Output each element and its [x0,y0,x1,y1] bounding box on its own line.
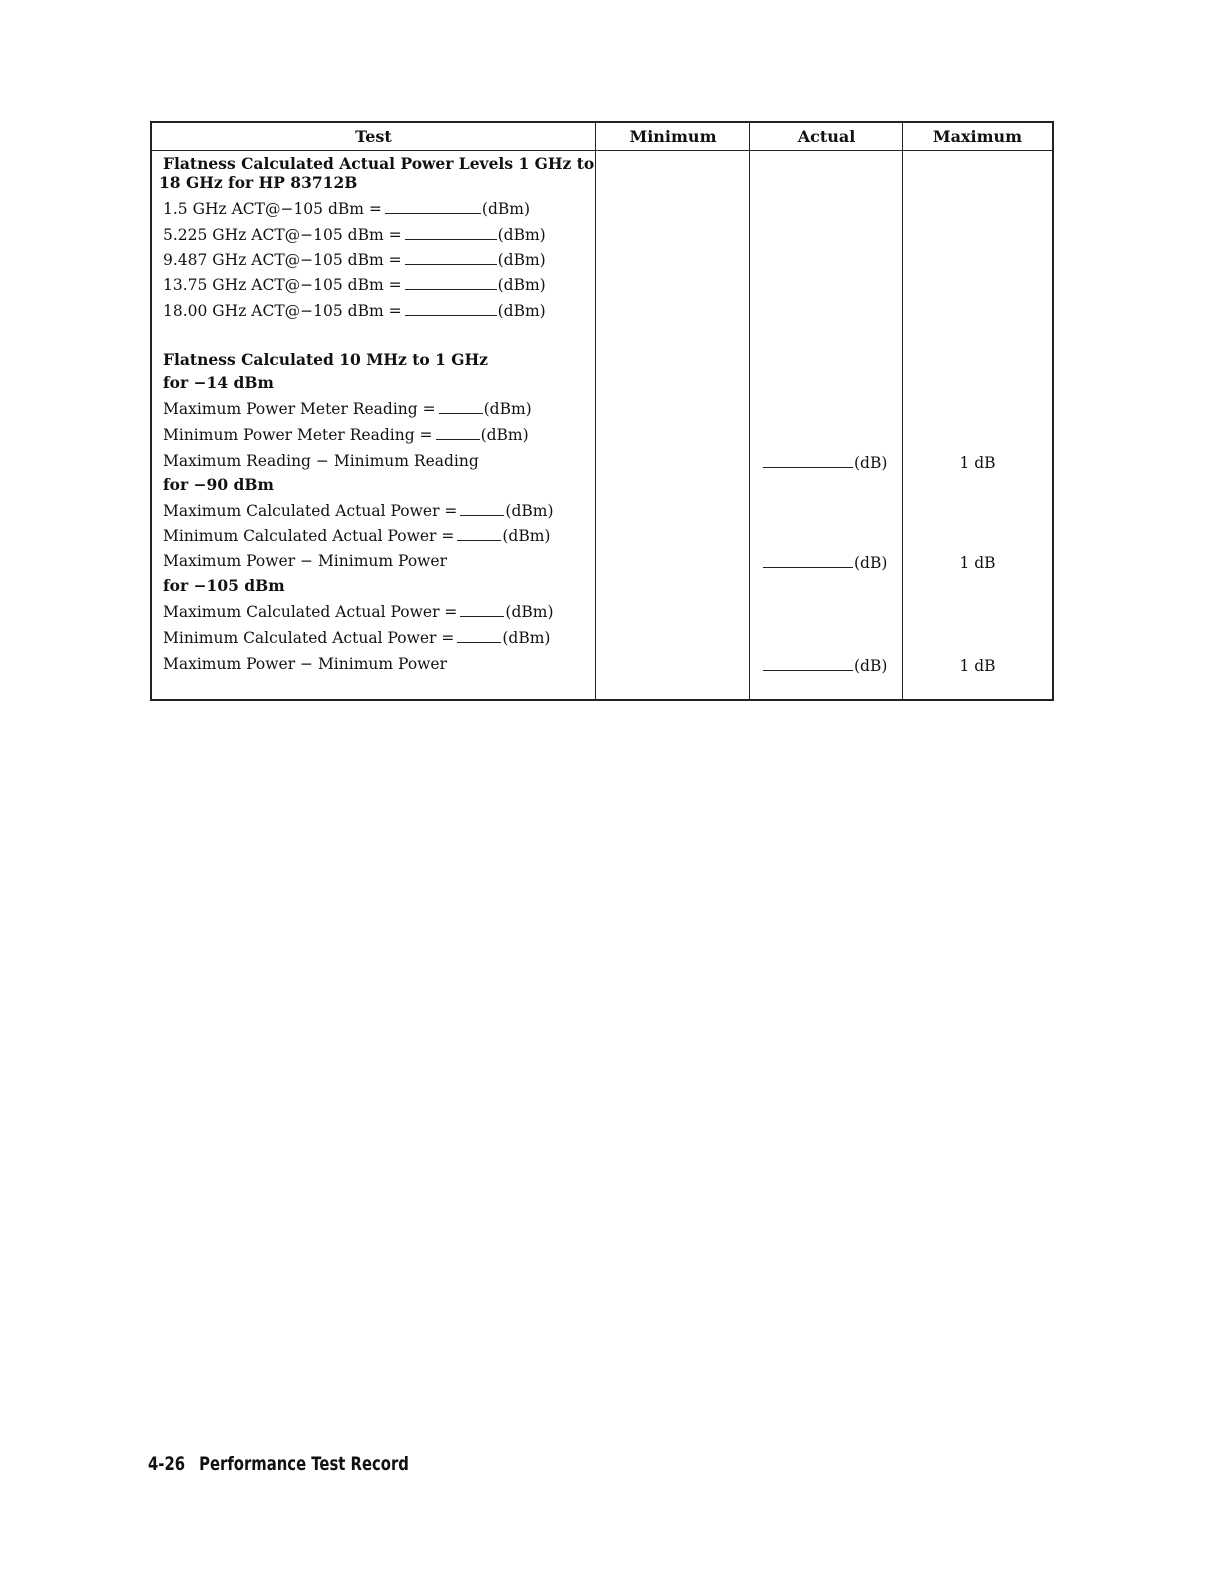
section2-title: Flatness Calculated 10 MHz to 1 GHz [163,350,488,369]
minimum-column [595,123,750,699]
section1-title-line2: 18 GHz for HP 83712B [159,173,358,192]
entry-blank[interactable] [436,427,480,440]
entry-blank[interactable] [405,252,497,265]
entry-blank[interactable] [405,303,497,316]
sub2-row: Minimum Calculated Actual Power = (dBm) [163,527,551,545]
maximum-value: 1 dB [959,454,996,472]
maximum-value: 1 dB [959,657,996,675]
entry-blank[interactable] [385,201,481,214]
sub-heading-105dbm: for −105 dBm [163,576,285,595]
entry-blank[interactable] [457,528,501,541]
sub1-row: Minimum Power Meter Reading = (dBm) [163,426,529,444]
entry-blank[interactable] [460,503,504,516]
sub2-result: Maximum Power − Minimum Power [163,552,447,570]
performance-test-table [150,121,1054,701]
actual-result-105dbm: (dB) [763,657,887,675]
sub-heading-14dbm: for −14 dBm [163,373,274,392]
header-actual: Actual [797,127,856,146]
entry-blank[interactable] [405,227,497,240]
footer-title: Performance Test Record [199,1453,409,1475]
test-column [152,123,595,699]
section1-row: 1.5 GHz ACT@−105 dBm = (dBm) [163,200,530,218]
entry-blank[interactable] [763,555,853,568]
header-minimum: Minimum [629,127,717,146]
entry-blank[interactable] [439,401,483,414]
header-test: Test [355,127,392,146]
entry-blank[interactable] [405,277,497,290]
sub1-row: Maximum Power Meter Reading = (dBm) [163,400,532,418]
entry-blank[interactable] [457,630,501,643]
maximum-column [902,123,1052,699]
entry-blank[interactable] [763,455,853,468]
sub3-row: Minimum Calculated Actual Power = (dBm) [163,629,551,647]
section1-row: 5.225 GHz ACT@−105 dBm = (dBm) [163,226,546,244]
sub3-row: Maximum Calculated Actual Power = (dBm) [163,603,554,621]
section1-title-line1: Flatness Calculated Actual Power Levels 1 GHz to [163,154,595,173]
header-maximum: Maximum [932,127,1023,146]
entry-blank[interactable] [763,658,853,671]
sub-heading-90dbm: for −90 dBm [163,475,274,494]
sub3-result: Maximum Power − Minimum Power [163,655,447,673]
actual-column [749,123,903,699]
entry-blank[interactable] [460,604,504,617]
sub2-row: Maximum Calculated Actual Power = (dBm) [163,502,554,520]
actual-result-90dbm: (dB) [763,554,887,572]
page-number: 4-26 [148,1453,186,1475]
maximum-value: 1 dB [959,554,996,572]
section1-row: 13.75 GHz ACT@−105 dBm = (dBm) [163,276,546,294]
actual-result-14dbm: (dB) [763,454,887,472]
page-footer [148,1453,409,1475]
section1-row: 9.487 GHz ACT@−105 dBm = (dBm) [163,251,546,269]
sub1-result: Maximum Reading − Minimum Reading [163,452,479,470]
section1-row: 18.00 GHz ACT@−105 dBm = (dBm) [163,302,546,320]
